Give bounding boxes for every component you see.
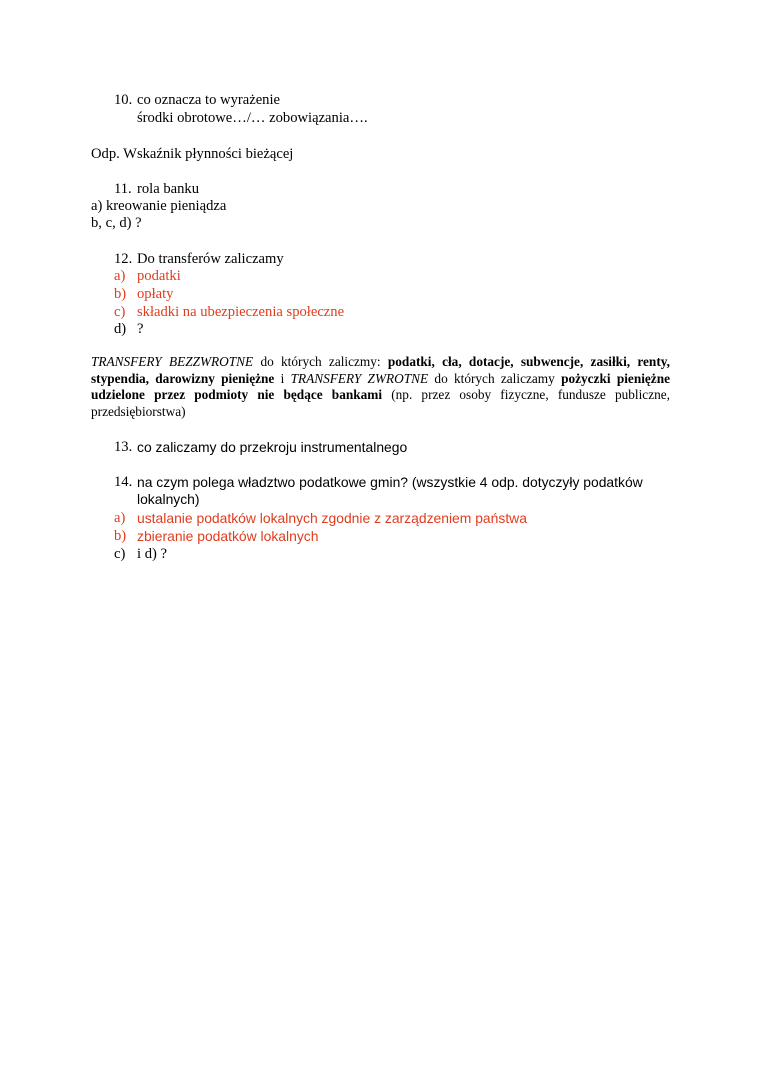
q14-option-text: zbieranie podatków lokalnych (137, 528, 319, 544)
q11-other-options: b, c, d) ? (91, 215, 142, 231)
q12-option-letter: c) (114, 304, 126, 320)
q12-option-text: podatki (137, 268, 181, 284)
q10-number: 10. (114, 92, 133, 108)
term-bezzwrotne: TRANSFERY BEZZWROTNE (91, 354, 254, 369)
q12-option-text: ? (137, 321, 144, 337)
q14-option-text: ustalanie podatków lokalnych zgodnie z zarządzeniem państwa (137, 510, 527, 526)
q12-option-text: opłaty (137, 286, 174, 302)
q10-answer: Odp. Wskaźnik płynności bieżącej (91, 146, 294, 162)
q10-text: co oznacza to wyrażenie (137, 92, 281, 108)
transfers-paragraph (91, 354, 670, 420)
q11-text: rola banku (137, 181, 200, 197)
q12-option-letter: d) (114, 321, 127, 337)
q14-option-letter: c) (114, 546, 126, 562)
para-text: i (274, 370, 291, 386)
q11-number: 11. (114, 181, 132, 197)
para-text: do których zaliczmy: (253, 354, 388, 369)
q12-option-letter: b) (114, 286, 127, 302)
q10-expression: środki obrotowe…/… zobowiązania…. (137, 110, 368, 126)
q14-option-letter: b) (114, 528, 127, 544)
q12-number: 12. (114, 251, 133, 267)
q14-text: na czym polega władztwo podatkowe gmin? (wszystkie 4 odp. dotyczyły podatków (137, 474, 643, 490)
bezzwrotne-list: podatki, cła, dotacje, subwencje, zasiłki, renty, stypendia, darowizny pieniężne (91, 354, 670, 386)
para-text: (np. przez osoby fizyczne, fundusze publiczne, przedsiębiorstwa) (91, 387, 670, 419)
zwrotne-list: pożyczki pieniężne udzielone przez podmioty nie będące bankami (91, 370, 671, 402)
q11-option-a: a) kreowanie pieniądza (91, 198, 227, 214)
q14-option-letter: a) (114, 510, 126, 526)
q12-text: Do transferów zaliczamy (137, 251, 284, 267)
q14-text-continued: lokalnych) (137, 491, 200, 507)
q14-option-text: i d) ? (137, 546, 167, 562)
term-zwrotne: TRANSFERY ZWROTNE (290, 370, 429, 386)
para-text: do których zaliczamy (428, 370, 562, 386)
q12-option-text: składki na ubezpieczenia społeczne (137, 304, 345, 320)
q12-option-letter: a) (114, 268, 126, 284)
q13-number: 13. (114, 439, 133, 455)
q14-number: 14. (114, 474, 133, 490)
q13-text: co zaliczamy do przekroju instrumentalnego (137, 439, 408, 455)
